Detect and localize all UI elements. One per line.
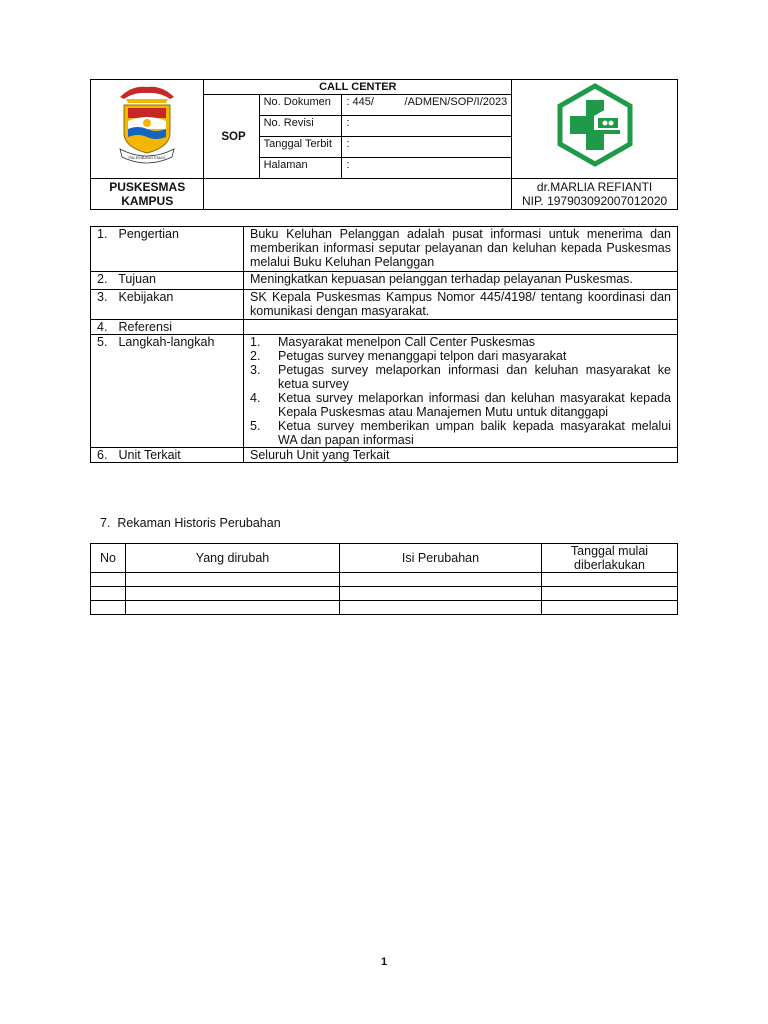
table-row — [91, 573, 678, 587]
col-header-no: No — [91, 544, 126, 573]
organization-name: PUSKESMAS KAMPUS — [91, 179, 204, 210]
blank-cell — [204, 179, 512, 210]
meta-label-dokumen: No. Dokumen — [259, 95, 342, 116]
signer-block — [512, 179, 678, 210]
row-tujuan: 2. Tujuan Meningkatkan kepuasan pelanggan terhadap pelayanan Puskesmas. — [91, 272, 678, 290]
sop-content-table — [90, 226, 678, 463]
sop-label: SOP — [204, 95, 259, 179]
meta-label-revisi: No. Revisi — [259, 116, 342, 137]
langkah-list — [244, 335, 678, 448]
step-item: 3. Petugas survey melaporkan informasi dan keluhan masyarakat ke ketua survey — [250, 363, 671, 391]
row-langkah: 5. Langkah-langkah 1. Masyarakat menelpon Call Center Puskesmas 2. Petugas survey menanggapi telpon dari masyarakat 3. Petugas survey melaporkan informasi dan keluhan masyarakat ke ketua survey 4. Ketua survey melaporkan informasi dan keluhan masyarakat kepada Kepala Puskesmas atau Manajemen Mutu untuk ditanggapi 5. Ketua survey memberikan umpan balik kepada masyarakat melalui WA dan papan informasi — [91, 335, 678, 448]
meta-value-terbit: : — [342, 137, 512, 158]
history-table — [90, 543, 678, 615]
logo-ribbon-text: PALEMBANG EMAS — [128, 155, 166, 160]
signer-name: dr.MARLIA REFIANTI — [536, 180, 653, 194]
signer-nip: NIP. 197903092007012020 — [521, 194, 668, 208]
referensi-text — [244, 320, 678, 335]
row-kebijakan: 3. Kebijakan SK Kepala Puskesmas Kampus Nomor 445/4198/ tentang koordinasi dan komunikasi dengan masyarakat. — [91, 290, 678, 320]
row-referensi: 4. Referensi — [91, 320, 678, 335]
meta-label-terbit: Tanggal Terbit — [259, 137, 342, 158]
row-unit-terkait: 6. Unit Terkait Seluruh Unit yang Terkait — [91, 448, 678, 463]
meta-value-dokumen: : 445/ /ADMEN/SOP/I/2023 — [342, 95, 512, 116]
meta-value-halaman: : — [342, 158, 512, 179]
page-number: 1 — [380, 956, 388, 968]
puskesmas-logo-icon — [550, 82, 640, 168]
table-row — [91, 601, 678, 615]
unit-terkait-text: Seluruh Unit yang Terkait — [244, 448, 678, 463]
col-header-tanggal: Tanggal mulai diberlakukan — [542, 544, 678, 573]
col-header-yang-dirubah: Yang dirubah — [126, 544, 340, 573]
step-item: 2. Petugas survey menanggapi telpon dari masyarakat — [250, 349, 567, 363]
history-title: 7. Rekaman Historis Perubahan — [100, 516, 281, 530]
document-title: CALL CENTER — [204, 80, 512, 95]
pengertian-text: Buku Keluhan Pelanggan adalah pusat informasi untuk menerima dan memberikan informasi seputar pelayanan dan keluhan kepada Puskesmas melalui Buku Keluhan Pelanggan — [244, 227, 678, 272]
col-header-isi-perubahan: Isi Perubahan — [340, 544, 542, 573]
table-row — [91, 587, 678, 601]
city-emblem-icon — [112, 83, 182, 165]
meta-value-revisi: : — [342, 116, 512, 137]
row-pengertian: 1. Pengertian Buku Keluhan Pelanggan adalah pusat informasi untuk menerima dan memberikan informasi seputar pelayanan dan keluhan kepada Puskesmas melalui Buku Keluhan Pelanggan — [91, 227, 678, 272]
kebijakan-text: SK Kepala Puskesmas Kampus Nomor 445/4198/ tentang koordinasi dan komunikasi dengan masyarakat. — [244, 290, 678, 320]
step-item: 5. Ketua survey memberikan umpan balik kepada masyarakat melalui WA dan papan informasi — [250, 419, 671, 447]
city-logo-cell — [91, 80, 204, 179]
health-logo-cell — [512, 80, 678, 179]
document-header — [90, 79, 678, 210]
tujuan-text: Meningkatkan kepuasan pelanggan terhadap pelayanan Puskesmas. — [244, 272, 678, 290]
step-item: 1. Masyarakat menelpon Call Center Puskesmas — [250, 335, 536, 349]
meta-label-halaman: Halaman — [259, 158, 342, 179]
step-item: 4. Ketua survey melaporkan informasi dan keluhan masyarakat kepada Kepala Puskesmas atau Manajemen Mutu untuk ditanggapi — [250, 391, 671, 419]
